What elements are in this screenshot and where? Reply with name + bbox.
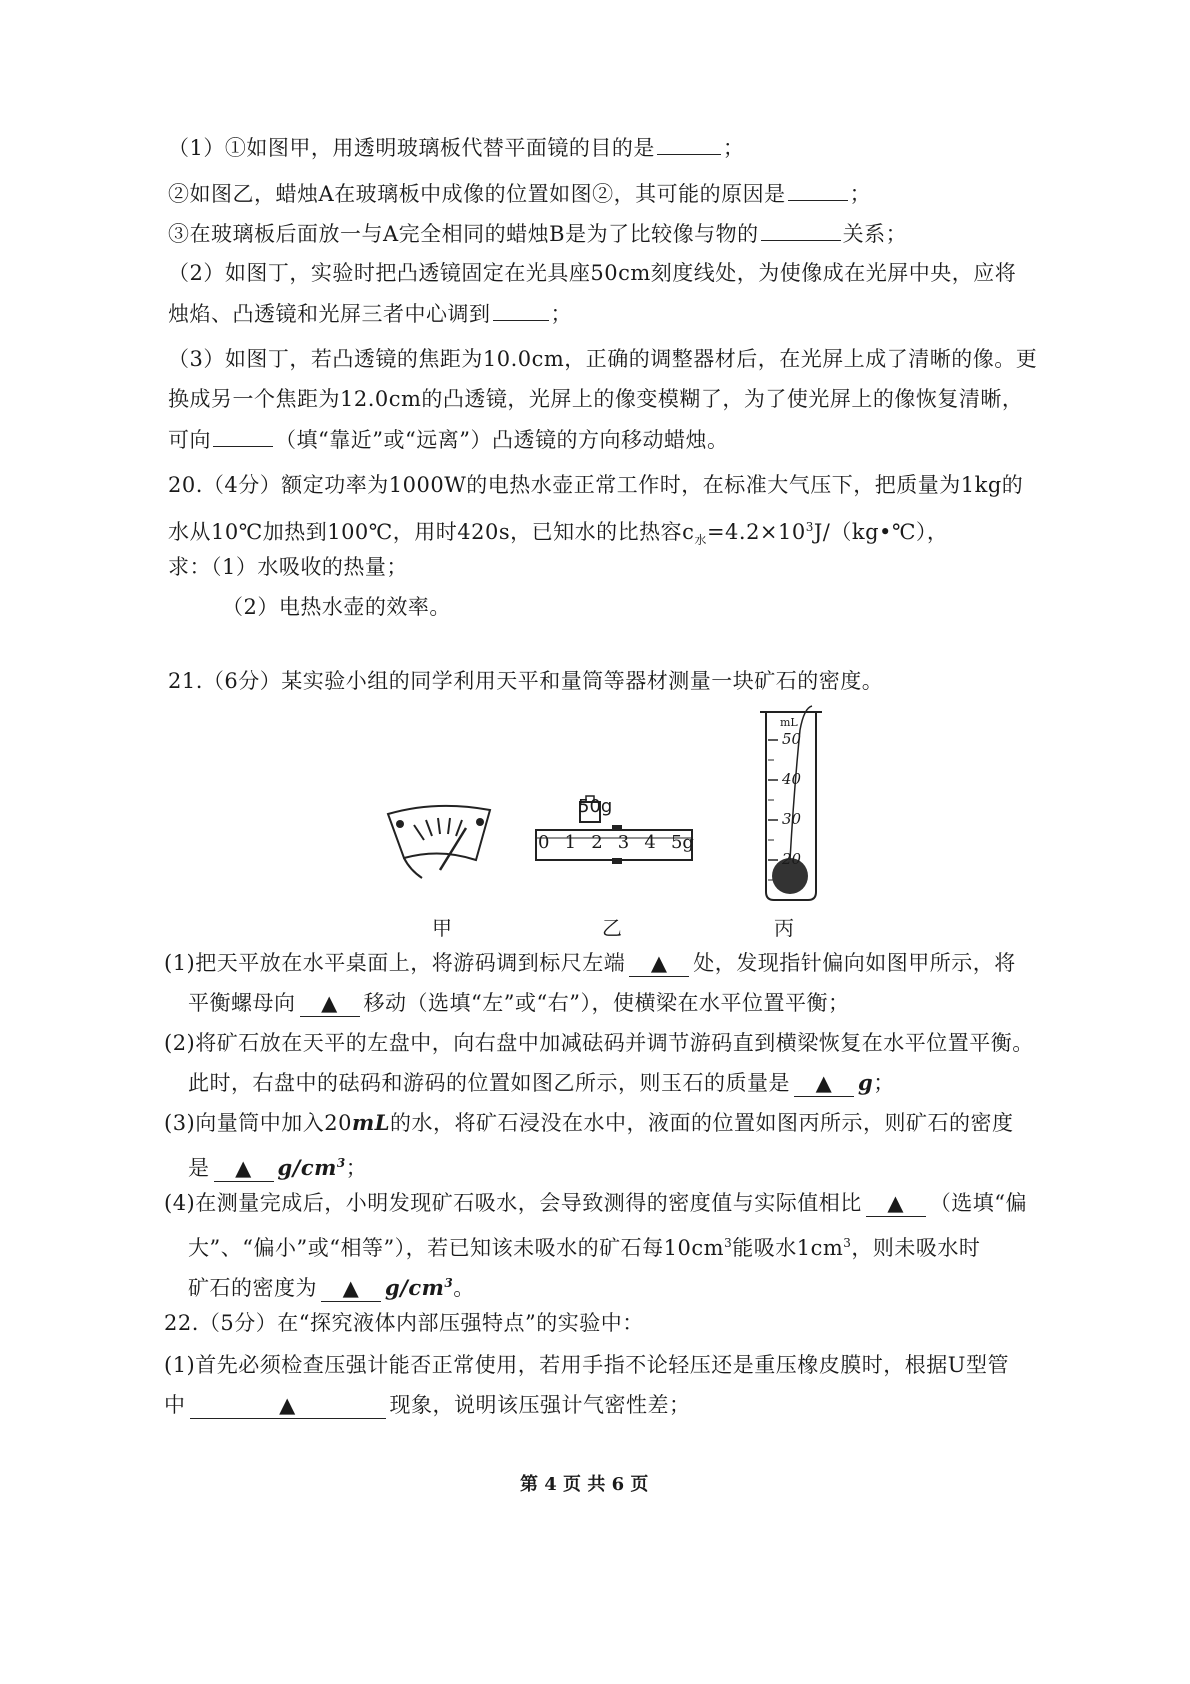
answer-blank[interactable] bbox=[493, 298, 549, 321]
q21-s1-b: 处，发现指针偏向如图甲所示，将 bbox=[693, 951, 1016, 975]
q21-s4-line3 bbox=[188, 1268, 475, 1303]
scale-tick-labels bbox=[538, 832, 694, 853]
q21-s4-c2: 能吸水1cm bbox=[732, 1236, 844, 1260]
q21-s3-line2 bbox=[188, 1148, 367, 1183]
q21-s3-end: ； bbox=[345, 1156, 368, 1180]
q19-p1a-prefix: （1） bbox=[168, 136, 225, 160]
weight-50g-label: 50g bbox=[578, 796, 613, 817]
q19-part1-line2 bbox=[168, 178, 871, 209]
q22-intro: 22.（5分）在“探究液体内部压强特点”的实验中： bbox=[164, 1311, 644, 1335]
answer-blank[interactable] bbox=[788, 178, 848, 201]
answer-blank[interactable]: ▲ bbox=[214, 1155, 274, 1182]
q21-s2-unit: g bbox=[858, 1070, 874, 1095]
q21-s4-b: （选填“偏 bbox=[929, 1191, 1027, 1215]
q21-s4-c-sup: 3 bbox=[724, 1236, 733, 1250]
scale-tick: 3 bbox=[617, 832, 630, 853]
q21-s3-line1 bbox=[164, 1108, 1013, 1138]
q20-line2 bbox=[168, 512, 948, 555]
page-footer: 第 4 页 共 6 页 bbox=[520, 1474, 649, 1495]
q20-line2-b: =4.2×10 bbox=[706, 520, 806, 544]
q20-line2-c: J/（kg•℃）， bbox=[813, 520, 949, 544]
q22-s1-line2 bbox=[164, 1390, 691, 1420]
q19-part3-line3 bbox=[168, 424, 728, 455]
q20-line4: （2）电热水壶的效率。 bbox=[222, 595, 451, 619]
q19-part3-line1: （3）如图丁，若凸透镜的焦距为10.0cm，正确的调整器材后，在光屏上成了清晰的像。更 bbox=[168, 347, 1038, 371]
beam-scale-figure bbox=[536, 796, 692, 864]
q19-p1b-end: ； bbox=[849, 182, 872, 206]
circled-2-ref: ② bbox=[592, 182, 614, 206]
q22-s1-line1: (1)首先必须检查压强计能否正常使用，若用手指不论轻压还是重压橡皮膜时，根据U型管 bbox=[164, 1353, 1009, 1377]
cylinder-tick-20: 20 bbox=[782, 850, 802, 868]
answer-blank[interactable]: ▲ bbox=[866, 1190, 926, 1217]
q19-part1-line1 bbox=[168, 132, 744, 163]
q21-s3-sup: 3 bbox=[336, 1156, 346, 1170]
q21-intro: 21.（6分）某实验小组的同学利用天平和量筒等器材测量一块矿石的密度。 bbox=[168, 669, 884, 693]
answer-blank[interactable]: ▲ bbox=[794, 1070, 854, 1097]
answer-blank[interactable]: ▲ bbox=[629, 950, 689, 977]
answer-blank[interactable] bbox=[213, 424, 273, 447]
scale-tick: 4 bbox=[644, 832, 656, 853]
q21-s4-d: 矿石的密度为 bbox=[188, 1276, 317, 1300]
scale-tick: 1 bbox=[564, 832, 577, 853]
q21-s4-sup: 3 bbox=[444, 1276, 454, 1290]
figure-caption-yi: 乙 bbox=[602, 916, 622, 940]
q21-s4-c3: ，则未吸水时 bbox=[851, 1236, 981, 1260]
q21-s2-end: ； bbox=[873, 1071, 895, 1095]
q21-s4-unit: g/cm bbox=[385, 1275, 445, 1300]
q20-line1: 20.（4分）额定功率为1000W的电热水壶正常工作时，在标准大气压下，把质量为1kg的 bbox=[168, 473, 1024, 497]
q21-s4-a: (4)在测量完成后，小明发现矿石吸水，会导致测得的密度值与实际值相比 bbox=[164, 1191, 862, 1215]
circled-2: ② bbox=[168, 182, 190, 206]
q21-s3-a-unit: mL bbox=[351, 1110, 390, 1135]
q19-p1c-text: 在玻璃板后面放一与A完全相同的蜡烛B是为了比较像与物的 bbox=[189, 222, 759, 246]
cylinder-tick-50: 50 bbox=[782, 730, 802, 748]
answer-blank[interactable]: ▲ bbox=[321, 1275, 381, 1302]
q20-line2-a: 水从10℃加热到100℃，用时420s，已知水的比热容c bbox=[168, 520, 695, 544]
scale-tick: 0 bbox=[538, 832, 550, 853]
q21-s1-d: 移动（选填“左”或“右”），使横梁在水平位置平衡； bbox=[363, 991, 850, 1015]
q19-part1-line3 bbox=[168, 218, 907, 249]
q21-s3-b: 是 bbox=[188, 1156, 210, 1180]
q21-s4-line1 bbox=[164, 1188, 1027, 1218]
q20-line3: 求：（1）水吸收的热量； bbox=[168, 555, 408, 579]
q19-part2-line1: （2）如图丁，实验时把凸透镜固定在光具座50cm刻度线处，为使像成在光屏中央，应将 bbox=[168, 261, 1017, 285]
cylinder-tick-40: 40 bbox=[782, 770, 802, 788]
q21-s1-line2 bbox=[188, 988, 849, 1018]
q20-sub-water: 水 bbox=[694, 533, 707, 548]
balance-dial-figure bbox=[388, 806, 490, 878]
q19-p1a-end: ； bbox=[722, 136, 745, 160]
cylinder-tick-30: 30 bbox=[782, 810, 802, 828]
q19-p2-end: ； bbox=[550, 302, 572, 326]
q19-p1b-text2: ，其可能的原因是 bbox=[613, 182, 786, 206]
answer-blank[interactable]: ▲ bbox=[300, 990, 360, 1017]
q21-s3-a-post: 的水，将矿石浸没在水中，液面的位置如图丙所示，则矿石的密度 bbox=[389, 1111, 1014, 1135]
cylinder-unit: mL bbox=[780, 716, 798, 729]
q21-s1-line1 bbox=[164, 948, 1016, 978]
q19-part3-line2: 换成另一个焦距为12.0cm的凸透镜，光屏上的像变模糊了，为了使光屏上的像恢复清晰， bbox=[168, 387, 1024, 411]
circled-1: ① bbox=[224, 136, 247, 160]
answer-blank[interactable]: ▲ bbox=[190, 1392, 386, 1419]
q19-p3-text-a: 可向 bbox=[168, 428, 211, 452]
q21-s3-a-pre: (3)向量筒中加入20 bbox=[164, 1111, 352, 1135]
q21-s4-c2-sup: 3 bbox=[843, 1236, 852, 1250]
scale-tick: 5g bbox=[670, 832, 694, 853]
q22-s1-c: 现象，说明该压强计气密性差； bbox=[389, 1393, 691, 1417]
q21-s1-a: (1)把天平放在水平桌面上，将游码调到标尺左端 bbox=[164, 951, 626, 975]
q21-s1-c: 平衡螺母向 bbox=[188, 991, 296, 1015]
q21-s2-b: 此时，右盘中的砝码和游码的位置如图乙所示，则玉石的质量是 bbox=[188, 1071, 790, 1095]
figure-caption-bing: 丙 bbox=[774, 916, 794, 940]
answer-blank[interactable] bbox=[761, 218, 841, 241]
q19-p2-text: 烛焰、凸透镜和光屏三者中心调到 bbox=[168, 302, 491, 326]
q20-sup: 3 bbox=[805, 520, 814, 534]
q21-s3-unit: g/cm bbox=[277, 1155, 337, 1180]
figure-caption-jia: 甲 bbox=[432, 916, 452, 940]
q21-s4-line2 bbox=[188, 1228, 980, 1263]
circled-3: ③ bbox=[168, 222, 190, 246]
answer-blank[interactable] bbox=[657, 132, 721, 155]
q22-s1-b: 中 bbox=[164, 1393, 186, 1417]
q19-p1a-text: 如图甲，用透明玻璃板代替平面镜的目的是 bbox=[246, 136, 655, 160]
q19-part2-line2 bbox=[168, 298, 572, 329]
q19-p3-text-b: （填“靠近”或“远离”）凸透镜的方向移动蜡烛。 bbox=[275, 428, 729, 452]
scale-tick: 2 bbox=[591, 832, 603, 853]
q19-p1b-text: 如图乙，蜡烛A在玻璃板中成像的位置如图 bbox=[189, 182, 593, 206]
q21-s2-line2 bbox=[188, 1068, 895, 1098]
q21-s2-line1: (2)将矿石放在天平的左盘中，向右盘中加减砝码并调节游码直到横梁恢复在水平位置平衡。 bbox=[164, 1031, 1034, 1055]
q21-s4-end: 。 bbox=[453, 1276, 475, 1300]
q19-p1c-end: 关系； bbox=[842, 222, 908, 246]
q21-s4-c: 大”、“偏小”或“相等”），若已知该未吸水的矿石每10cm bbox=[188, 1236, 725, 1260]
